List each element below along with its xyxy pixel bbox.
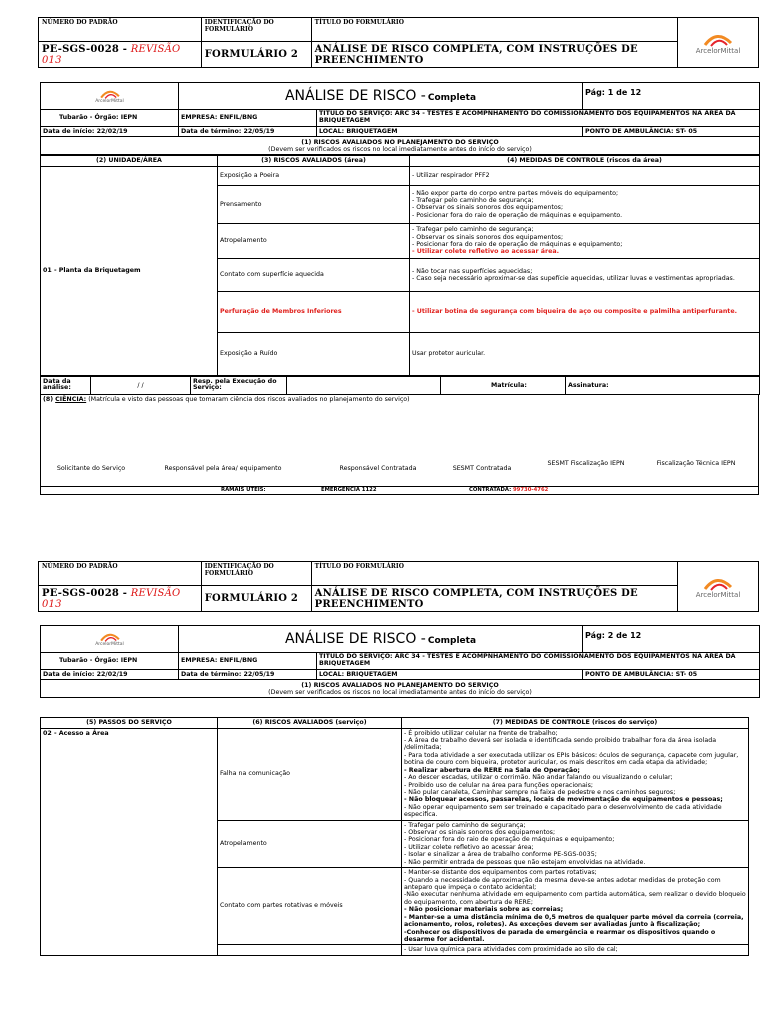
form-header-2	[38, 561, 759, 611]
risks-section-subtitle: (Devem ser verificados os riscos no local imediatamente antes do início do serviço)	[268, 688, 532, 696]
matricula-label: Matrícula:	[491, 381, 527, 389]
page-number: Pág: 2 de 12	[585, 631, 642, 640]
control-measure-line: - Ao descer escadas, utilizar o corrimão. Não andar falando ou visualizando o celular;	[404, 774, 673, 782]
form-logo: ArcelorMittal	[41, 83, 179, 110]
control-measure-line: - Proibido uso de celular na área para funções operacionais;	[404, 781, 593, 789]
table-row	[218, 945, 402, 955]
location: LOCAL: BRIQUETAGEM	[319, 127, 398, 135]
form-title: ANÁLISE DE RISCO COMPLETA, COM INSTRUÇÕES DE PREENCHIMENTO	[314, 43, 638, 66]
sig-sesmt-contratada: SESMT Contratada	[452, 464, 512, 472]
control-measure-line: - Isolar e sinalizar a área de trabalho conforme PE-SGS-0035;	[404, 851, 597, 859]
form-number: FORMULÁRIO 2	[204, 593, 298, 604]
sig-solicitante: Solicitante do Serviço	[56, 464, 126, 472]
control-measure-line: - Não pular canaleta, Caminhar sempre na faixa de pedestre e nos caminhos seguros;	[404, 788, 676, 796]
label-ident: IDENTIFICAÇÃO DO FORMULÁRIO	[204, 563, 274, 577]
label-ident: IDENTIFICAÇÃO DO FORMULÁRIO	[204, 19, 274, 33]
step-cell: 02 - Acesso a Área	[41, 728, 218, 955]
col-passos: (5) PASSOS DO SERVIÇO	[86, 719, 172, 726]
control-measure-line: - Manter-se a uma distância mínima de 0,5 metros de qualquer parte móvel da correia (correia, acionamento, rolos, roletes). As exceções devem ser avaliadas junto à fiscalização;	[404, 913, 744, 929]
control-measure-line: - Para toda atividade a ser executada utilizar os EPIs básicos: óculos de segurança, capacete com jugular, botina de couro com biqueira, protetor auricular, os mais descritos em cada etapa da atividade;	[404, 751, 739, 767]
empresa: EMPRESA: ENFIL/BNG	[181, 114, 258, 122]
resp-field[interactable]	[287, 376, 441, 394]
standard-number: PE-SGS-0028 -	[42, 587, 128, 599]
tubarao-orgao: Tubarão - Órgão: IEPN	[59, 657, 138, 665]
label-titulo: TÍTULO DO FORMULÁRIO	[314, 19, 404, 26]
control-measure-line: - Usar luva química para atividades com proximidade ao silo de cal;	[404, 946, 618, 954]
table-row: Atropelamento	[218, 820, 402, 868]
control-measure-line: - A área de trabalho deverá ser isolada e identificada sendo proibido trabalhar fora da área isolada /delimitada;	[404, 736, 717, 752]
control-measure-line: - Trafegar pelo caminho de segurança;	[404, 821, 526, 829]
revision: REVISÃO 013	[42, 587, 181, 610]
sig-sesmt-fiscalizacao: SESMT Fiscalização IEPN	[547, 459, 625, 467]
arcelormittal-logo: ArcelorMittal	[681, 31, 755, 55]
resp-label: Resp. pela Execução do Serviço:	[193, 378, 277, 392]
analysis-date-label: Data da análise:	[43, 378, 71, 392]
control-measure-line: - Observar os sinais sonoros dos equipamentos;	[404, 829, 556, 837]
sig-responsavel-area: Responsável pela área/ equipamento	[164, 464, 282, 472]
control-measure-line: - Não operar equipamento sem ser treinado e capacitado para o desenvolvimento de cada atividade especifica.	[404, 803, 722, 819]
arcelor-swoosh-icon	[97, 631, 123, 642]
control-measure-line: - Não permitir entrada de pessoas que não estejam envolvidas na atividade.	[404, 858, 646, 866]
arcelor-swoosh-icon	[699, 575, 737, 591]
tubarao-orgao: Tubarão - Órgão: IEPN	[59, 114, 138, 122]
revision: REVISÃO 013	[42, 43, 181, 66]
start-date: Data de início: 22/02/19	[43, 127, 128, 135]
arcelormittal-logo: ArcelorMittal	[681, 575, 755, 599]
form-title: ANÁLISE DE RISCO -	[284, 87, 426, 104]
form-number: FORMULÁRIO 2	[204, 49, 298, 60]
form-title: ANÁLISE DE RISCO -	[284, 630, 426, 647]
ciencia-text: (Matrícula e visto das pessoas que tomaram ciência dos riscos avaliados no planejamento do serviço)	[88, 395, 410, 403]
form-subtitle: Completa	[427, 635, 477, 646]
empresa: EMPRESA: ENFIL/BNG	[181, 657, 258, 665]
form-subtitle: Completa	[427, 92, 477, 103]
ciencia-label: CIÊNCIA:	[55, 395, 87, 403]
logo-cell	[678, 562, 759, 612]
table-row: Exposição a Poeira	[218, 166, 410, 185]
control-measures	[402, 728, 749, 820]
area-cell: 01 - Planta da Briquetagem	[41, 166, 218, 375]
table-row: Contato com partes rotativas e móveis	[218, 868, 402, 945]
logo-cell	[678, 18, 759, 68]
risks-section-title: (1) RISCOS AVALIADOS NO PLANEJAMENTO DO SERVIÇO	[301, 681, 499, 689]
label-numero: NÚMERO DO PADRÃO	[42, 19, 118, 26]
col-medidas: (4) MEDIDAS DE CONTROLE (riscos da área)	[507, 157, 662, 165]
col-medidas-servico: (7) MEDIDAS DE CONTROLE (riscos do serviço)	[492, 719, 658, 726]
table-row: Exposição a Ruído	[218, 332, 410, 375]
footer-ramais: RAMAIS ÚTEIS: EMERGÊNCIA 1122 CONTRATADA: 99730-4762	[40, 487, 759, 495]
control-measure-line: -Conhecer os dispositivos de parada de emergência e rearmar os dispositivos quando o desarme for acidental.	[404, 928, 716, 943]
service-steps-table	[40, 717, 748, 956]
col-riscos: (3) RISCOS AVALIADOS (área)	[261, 157, 366, 165]
control-measures	[402, 868, 749, 945]
analysis-date-field[interactable]: / /	[137, 381, 144, 389]
table-row: Perfuração de Membros Inferiores	[218, 291, 410, 332]
end-date: Data de término: 22/05/19	[181, 670, 275, 678]
arcelor-swoosh-icon	[97, 88, 123, 99]
table-row: Contato com superfície aquecida	[218, 258, 410, 291]
table-row: Falha na comunicação	[218, 728, 402, 820]
assinatura-label: Assinatura:	[568, 381, 609, 389]
form-header-1	[38, 17, 759, 67]
control-measure-line: - Manter-se distante dos equipamentos com partes rotativas;	[404, 869, 597, 877]
control-measure-line: - Utilizar colete refletivo ao acessar área;	[404, 843, 534, 851]
end-date: Data de término: 22/05/19	[181, 127, 275, 135]
table-row: Prensamento	[218, 185, 410, 223]
col-unidade: (2) UNIDADE/ÁREA	[96, 157, 162, 165]
arcelor-swoosh-icon	[699, 31, 737, 47]
control-measure-line: - Realizar abertura de RERE na Sala de Operação;	[404, 766, 580, 774]
sig-responsavel-contratada: Responsável Contratada	[339, 464, 417, 472]
control-measure-line: -Não executar nenhuma atividade em equipamento com partida automática, sem realizar o devido bloqueio do equipamento, com abertura de RERE;	[404, 891, 746, 906]
ciencia-box: (8) CIÊNCIA: (Matrícula e visto das pessoas que tomaram ciência dos riscos avaliados no planejamento do serviço) Solicitante do Serviço Responsável pela área/ equipamento Responsável Contratada SESMT Contratada SESMT Fiscalização IEPN Fiscalização Técnica IEPN	[40, 395, 759, 487]
control-measures	[402, 945, 749, 955]
sig-fiscalizacao-tecnica: Fiscalização Técnica IEPN	[656, 459, 736, 467]
ambulance-point: PONTO DE AMBULÂNCIA: ST- 05	[585, 127, 698, 135]
analysis-form-page2	[40, 625, 759, 698]
label-titulo: TÍTULO DO FORMULÁRIO	[314, 563, 404, 570]
location: LOCAL: BRIQUETAGEM	[319, 670, 398, 678]
risks-section-title: (1) RISCOS AVALIADOS NO PLANEJAMENTO DO SERVIÇO	[301, 138, 499, 146]
col-riscos-servico: (6) RISCOS AVALIADOS (serviço)	[252, 719, 367, 726]
control-measure-line: - Não bloquear acessos, passarelas, locais de movimentação de equipamentos e pessoas;	[404, 796, 723, 804]
label-numero: NÚMERO DO PADRÃO	[42, 563, 118, 570]
page-number: Pág: 1 de 12	[585, 88, 642, 97]
control-measure-line: - Não posicionar materiais sobre as correias;	[404, 906, 564, 914]
control-measure-line: - Posicionar fora do raio de operação de máquinas e equipamento;	[404, 836, 615, 844]
form-title: ANÁLISE DE RISCO COMPLETA, COM INSTRUÇÕES DE PREENCHIMENTO	[314, 587, 638, 610]
control-measure-line: - É proibido utilizar celular na frente de trabalho;	[404, 729, 558, 737]
standard-number: PE-SGS-0028 -	[42, 43, 128, 55]
ambulance-point: PONTO DE AMBULÂNCIA: ST- 05	[585, 670, 698, 678]
analysis-form-page1: ArcelorMittal ANÁLISE DE RISCO - Completa Pág: 1 de 12 Tubarão - Órgão: IEPN EMPRESA: ENFIL/BNG TÍTULO DO SERVIÇO: ARC 34 - TESTES E ACOMPNHAMENTO DO COMISSIONAMENTO DOS EQUIPAMENTOS NA ÁREA DA BRIQUETAGEM Data de início: 22/02/19 Data de término: 22/05/19 LOCAL: BRIQUETAGEM PONTO DE AMBULÂNCIA: ST- 05 (1) RISCOS AVALIADOS NO PLANEJAMENTO DO SERVIÇO (Devem ser verificados os riscos no local imediatamente antes do início do serviço) (2) UNIDADE/ÁREA (3) RISCOS AVALIADOS (área) (4) MEDIDAS DE CONTROLE (riscos da área) 01 - Planta da Briquetagem Exposição a Poeira - Utilizar respirador PFF2 Prensamento - Não expor parte do corpo entre partes móveis do equipamento; - Trafegar pelo caminho de segurança; - Observar os sinais sonoros dos equipamentos; - Posicionar fora do raio de operação de máquinas e equipamento. Atropelamento - Trafegar pelo caminho de segurança; - Observar os sinais sonoros dos equipamentos; - Posicionar fora do raio de operação de máquinas e equipamento; - Utilizar colete refletivo ao acessar área. Contato com superfície aquecida - Não tocar nas superfícies aquecidas; - Caso seja necessário aproximar-se das supefície aquecidas, utilizar luvas e vestimentas apropriadas. Perfuração de Membros Inferiores - Utilizar botina de segurança com biqueira de aço ou composite e palmilha antiperfurante. Exposição a Ruído Usar protetor auricular. Data da análise: / / Resp. pela Execução do Serviço: Matrícula: Assinatura: (8) CIÊNCIA: (Matrícula e visto das pessoas que tomaram ciência dos riscos avaliados no planejamento do serviço) Solicitante do Serviço Responsável pela área/ equipamento Responsável Contratada SESMT Contratada SESMT Fiscalização IEPN Fiscalização Técnica IEPN RAMAIS ÚTEIS: EMERGÊNCIA 1122 CONTRATADA: 99730-4762	[40, 82, 759, 495]
start-date: Data de início: 22/02/19	[43, 670, 128, 678]
form-logo: ArcelorMittal	[41, 626, 179, 653]
service-title: TÍTULO DO SERVIÇO: ARC 34 - TESTES E ACOMPNHAMENTO DO COMISSIONAMENTO DOS EQUIPAMENTOS NA ÁREA DA BRIQUETAGEM	[319, 653, 736, 667]
control-measure-line: - Quando a necessidade de aproximação da mesma deve-se antes adotar medidas de proteção com anteparo que impeça o contato acidental;	[404, 876, 721, 891]
service-title: TÍTULO DO SERVIÇO: ARC 34 - TESTES E ACOMPNHAMENTO DO COMISSIONAMENTO DOS EQUIPAMENTOS NA ÁREA DA BRIQUETAGEM	[319, 110, 736, 124]
control-measures	[402, 820, 749, 868]
table-row: Atropelamento	[218, 223, 410, 258]
risks-section-subtitle: (Devem ser verificados os riscos no local imediatamente antes do início do serviço)	[268, 145, 532, 153]
